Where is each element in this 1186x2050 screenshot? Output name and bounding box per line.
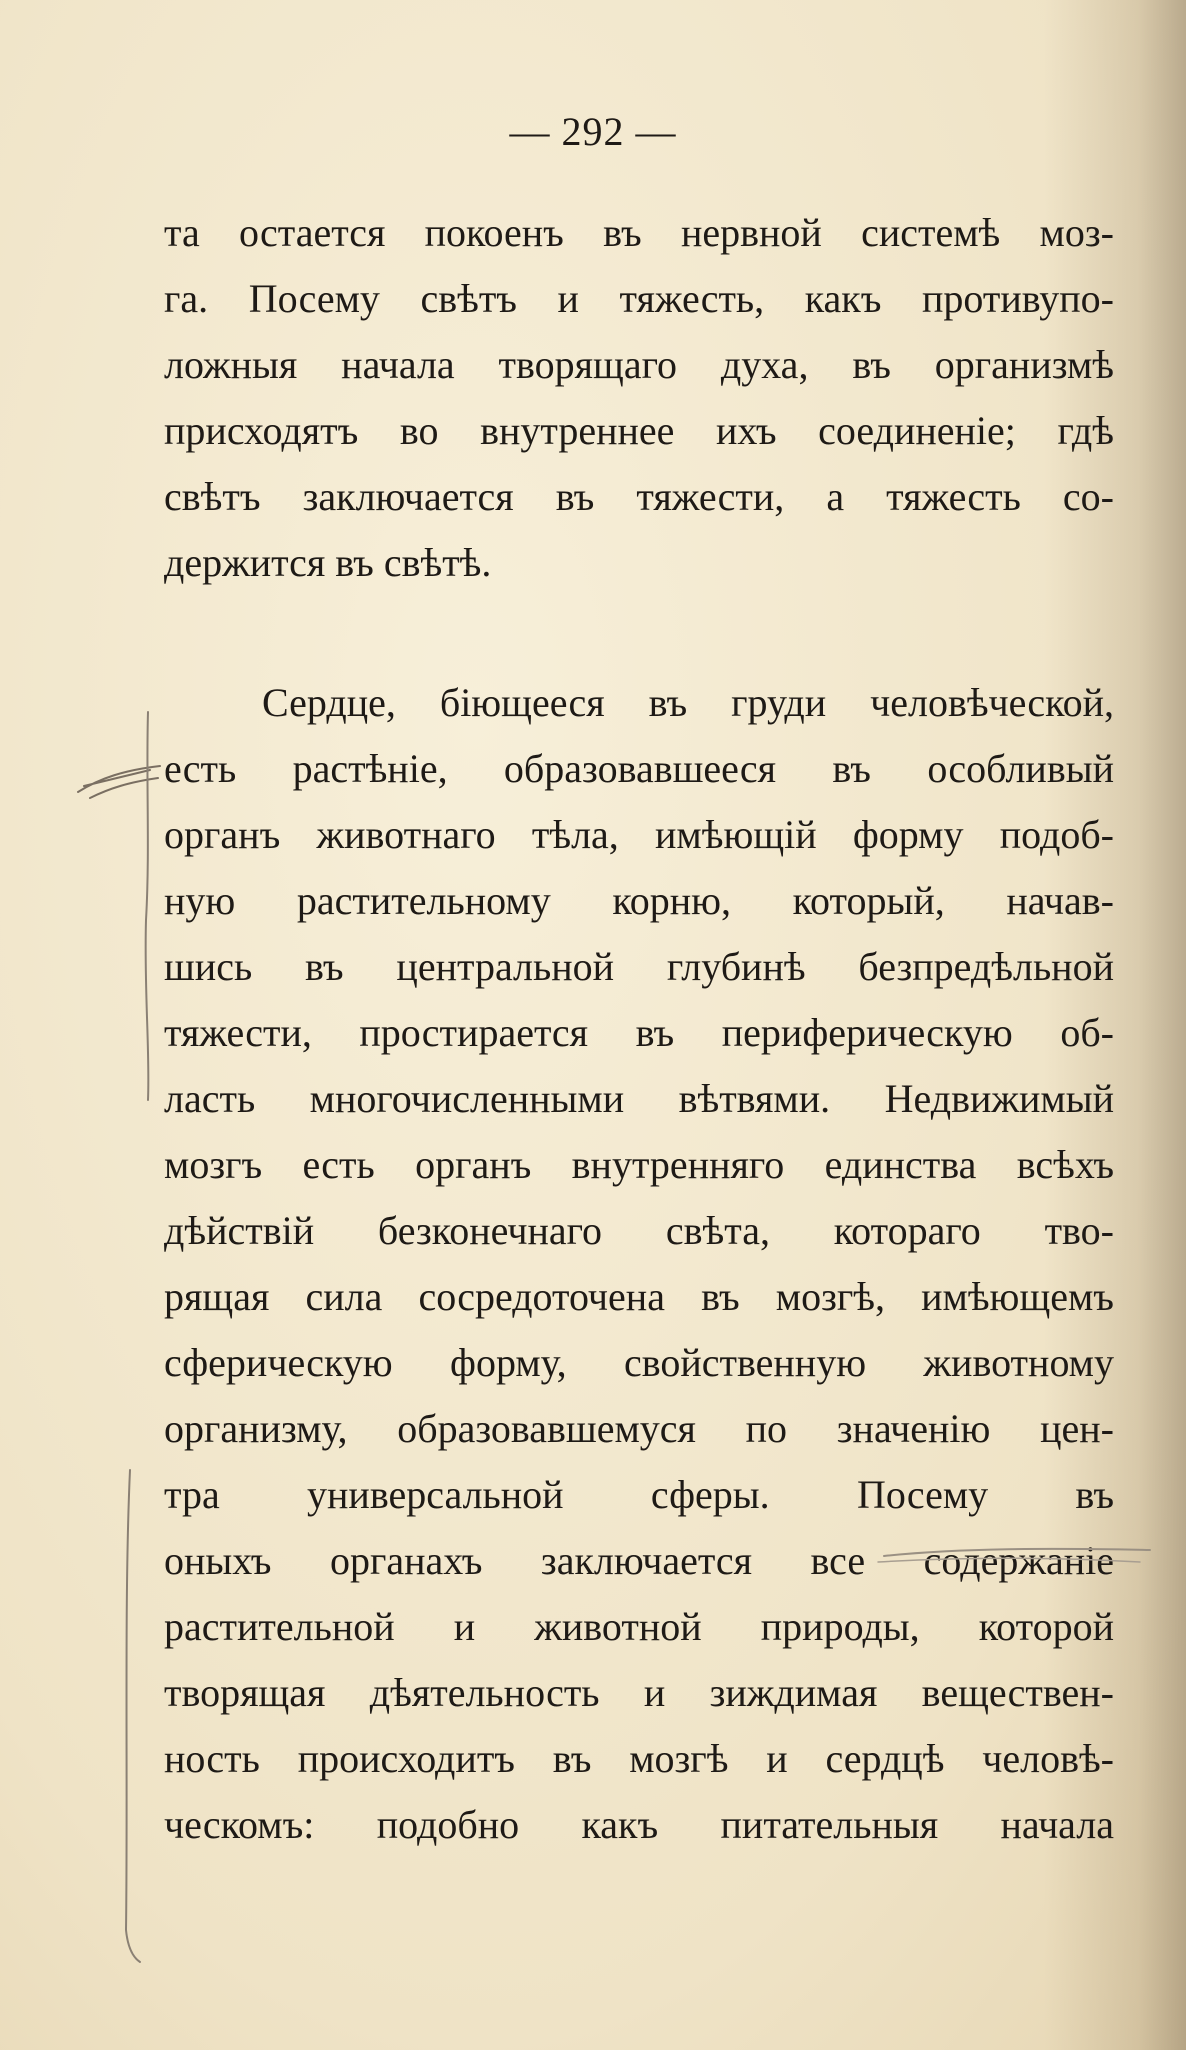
page-number: — 292 — [509, 109, 677, 154]
text-line: ческомъ: подобно какъ питательныя начала [164, 1802, 1114, 1847]
text-line: оныхъ органахъ заключается все содержаніе [164, 1538, 1114, 1583]
text-line: га. Посему свѣтъ и тяжесть, какъ противупо- [164, 276, 1114, 321]
text-line: присходятъ во внутреннее ихъ соединеніе; гдѣ [164, 408, 1114, 453]
text-line: держится въ свѣтѣ. [164, 540, 492, 585]
text-line: рящая сила сосредоточена въ мозгѣ, имѣющемъ [164, 1274, 1114, 1319]
paragraph-2 [164, 670, 1114, 1858]
margin-vertical-line [126, 1470, 140, 1962]
text-line: свѣтъ заключается въ тяжести, а тяжесть со- [164, 474, 1114, 519]
text-line: мозгъ есть органъ внутренняго единства всѣхъ [164, 1142, 1114, 1187]
text-line: тяжести, простирается въ периферическую об- [164, 1010, 1114, 1055]
text-line: организму, образовавшемуся по значенію цен- [164, 1406, 1114, 1451]
margin-arrow-mark [78, 766, 160, 798]
text-line: растительной и животной природы, которой [164, 1604, 1114, 1649]
text-line: сферическую форму, свойственную животному [164, 1340, 1114, 1385]
text-line: шись въ центральной глубинѣ безпредѣльной [164, 944, 1114, 989]
text-line: ложныя начала творящаго духа, въ организмѣ [164, 342, 1114, 387]
text-line: Сердце, біющееся въ груди человѣческой, [262, 680, 1114, 725]
text-line: дѣйствій безконечнаго свѣта, котораго тво- [164, 1208, 1114, 1253]
margin-vertical-line [146, 712, 149, 1100]
text-line: ласть многочисленными вѣтвями. Недвижимый [164, 1076, 1114, 1121]
paragraph-1 [164, 200, 1114, 596]
text-line: органъ животнаго тѣла, имѣющій форму подоб- [164, 812, 1114, 857]
text-line: ность происходитъ въ мозгѣ и сердцѣ человѣ- [164, 1736, 1114, 1781]
text-line: та остается покоенъ въ нервной системѣ моз- [164, 210, 1114, 255]
text-line: творящая дѣятельность и зиждимая веществен- [164, 1670, 1114, 1715]
text-line: есть растѣніе, образовавшееся въ особливый [164, 746, 1114, 791]
text-line: ную растительному корню, который, начав- [164, 878, 1114, 923]
text-line: тра универсальной сферы. Посему въ [164, 1472, 1114, 1517]
